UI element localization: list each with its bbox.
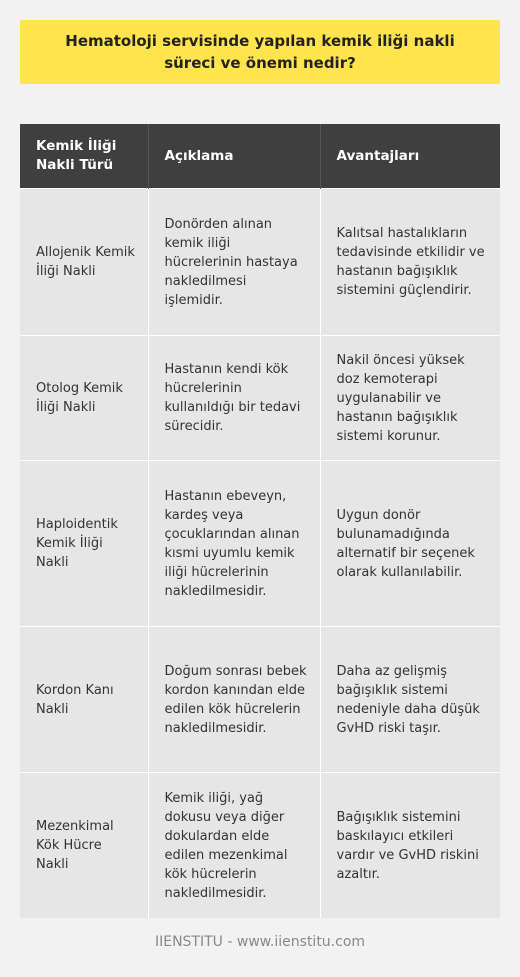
table-row — [20, 627, 500, 773]
cell-description: Kemik iliği, yağ dokusu veya diğer dokulardan elde edilen mezenkimal kök hücrelerin nakledilmesidir. — [148, 773, 320, 919]
cell-type: Allojenik Kemik İliği Nakli — [20, 189, 148, 336]
cell-description: Hastanın ebeveyn, kardeş veya çocuklarından alınan kısmi uyumlu kemik iliği hücrelerinin nakledilmesidir. — [148, 461, 320, 627]
cell-advantages: Daha az gelişmiş bağışıklık sistemi nedeniyle daha düşük GvHD riski taşır. — [320, 627, 500, 773]
cell-advantages: Bağışıklık sistemini baskılayıcı etkileri vardır ve GvHD riskini azaltır. — [320, 773, 500, 919]
table-row — [20, 336, 500, 461]
cell-description: Hastanın kendi kök hücrelerinin kullanıldığı bir tedavi sürecidir. — [148, 336, 320, 461]
cell-advantages: Nakil öncesi yüksek doz kemoterapi uygulanabilir ve hastanın bağışıklık sistemi korunur. — [320, 336, 500, 461]
table-row — [20, 189, 500, 336]
cell-type: Kordon Kanı Nakli — [20, 627, 148, 773]
cell-description: Doğum sonrası bebek kordon kanından elde edilen kök hücrelerin nakledilmesidir. — [148, 627, 320, 773]
header-advantages: Avantajları — [320, 124, 500, 189]
table-row — [20, 773, 500, 919]
title-banner — [20, 20, 500, 84]
cell-advantages: Kalıtsal hastalıkların tedavisinde etkilidir ve hastanın bağışıklık sistemini güçlendirir. — [320, 189, 500, 336]
cell-type: Haploidentik Kemik İliği Nakli — [20, 461, 148, 627]
transplant-types-table — [20, 124, 500, 918]
cell-description: Donörden alınan kemik iliği hücrelerinin hastaya nakledilmesi işlemidir. — [148, 189, 320, 336]
cell-type: Mezenkimal Kök Hücre Nakli — [20, 773, 148, 919]
table-row — [20, 461, 500, 627]
header-description: Açıklama — [148, 124, 320, 189]
cell-type: Otolog Kemik İliği Nakli — [20, 336, 148, 461]
cell-advantages: Uygun donör bulunamadığında alternatif bir seçenek olarak kullanılabilir. — [320, 461, 500, 627]
table-header-row — [20, 124, 500, 189]
footer-credit: IIENSTITU - www.iienstitu.com — [154, 934, 366, 950]
header-type: Kemik İliği Nakli Türü — [20, 124, 148, 189]
page-title: Hematoloji servisinde yapılan kemik iliği nakli süreci ve önemi nedir? — [65, 32, 455, 72]
